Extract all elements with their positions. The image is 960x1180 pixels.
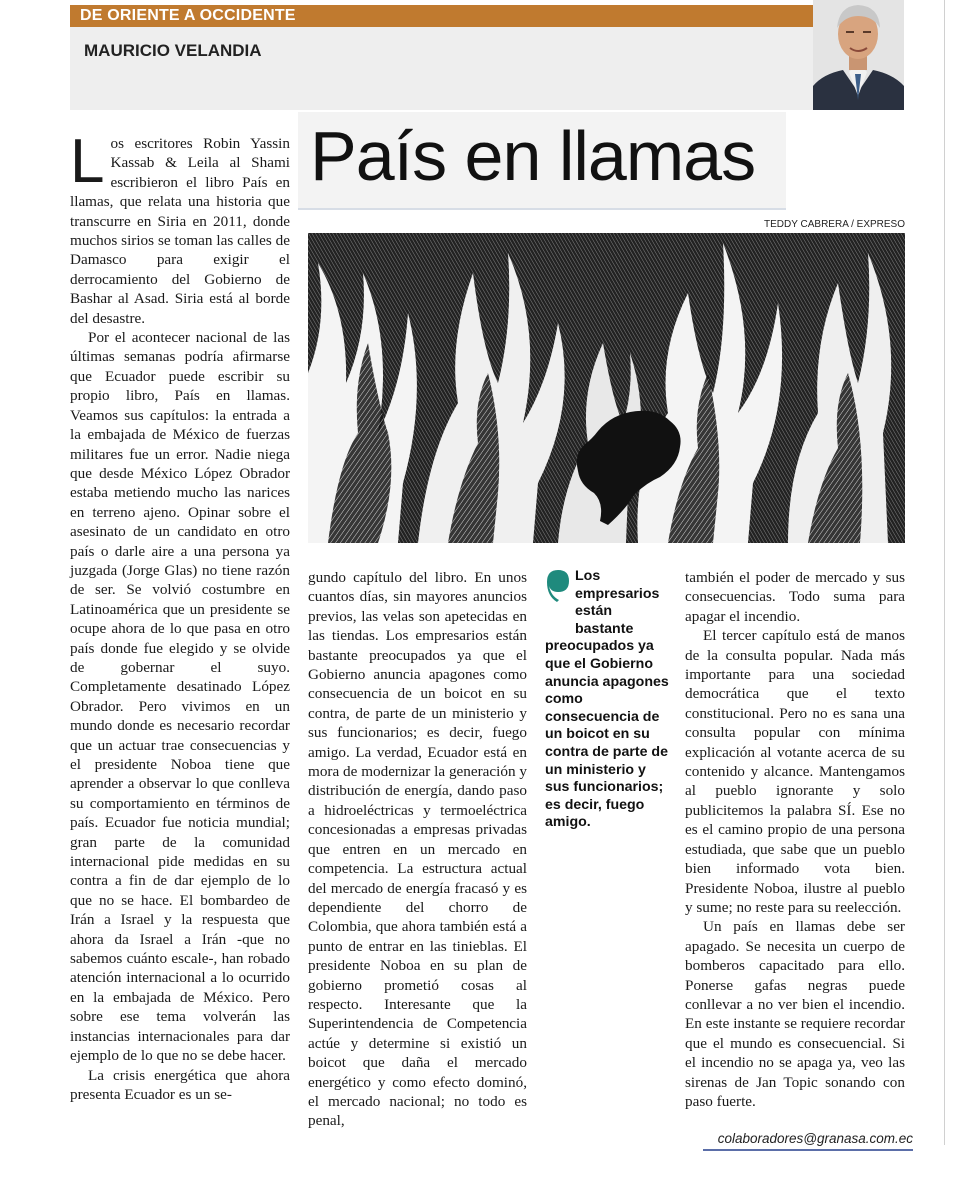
author-band	[70, 27, 904, 110]
section-title: DE ORIENTE A OCCIDENTE	[80, 7, 296, 24]
paragraph: El tercer capítulo está de manos de la consulta popular. Nada más importante para una sociedad democrática que el texto constitucional. Pero no es sana una consulta popular con mínima explicación al votante acerca de su contenido y alcance. Mantengamos al pueblo ignorante y solo publicitemos la palabra SÍ. Ese no es el camino propio de una persona estudiada, que sabe que un pueblo bien informado vota bien. Presidente Noboa, ilustre al pueblo y sume; no reste para su reelección.	[685, 627, 905, 916]
page-edge-rule	[944, 0, 945, 1145]
article-column-2	[308, 568, 527, 1131]
pull-quote	[545, 568, 670, 832]
paragraph: gundo capítulo del libro. En unos cuantos días, sin mayores anuncios previos, las velas son apetecidas en las tiendas. Los empresarios están bastante preocupados ya que el Gobierno anuncia apagones como consecuencia de un boicot en su contra, de parte de un ministerio y sus funcionarios; es decir, fuego amigo. La verdad, Ecuador está en mora de modernizar la generación y distribución de energía, dando paso a hidroeléctricas y termoeléctrica concesionadas a empresas privadas que entren en un mercado en competencia. La estructura actual del mercado de energía fracasó y es dependiente del chorro de Colombia, que ahora también está a punto de entrar en las tinieblas. El presidente Noboa en su plan de gobierno prometió cosas al respecto. Interesante que la Superintendencia de Competencia actúe y determine si existió un boicot que daña el mercado energético y como efecto dominó, el mercado nacional; no todo es penal,	[308, 569, 527, 1130]
drop-cap: L	[70, 127, 105, 196]
article-column-4	[685, 568, 905, 1111]
paragraph: también el poder de mercado y sus consecuencias. Todo suma para apagar el incendio.	[685, 569, 905, 625]
paragraph: Un país en llamas debe ser apagado. Se necesita un cuerpo de bomberos capacitado para ello. Ponerse gafas negras puede conllevar a no ver bien el incendio. En este instante se requiere recordar que el mundo es consecuencial. Si el incendio no se apaga ya, veo las sirenas de Jan Topic sonando con paso fuerte.	[685, 918, 905, 1110]
pull-quote-text: preocupados ya que el Gobierno anuncia apagones como consecuencia de un boicot en su contra de parte de un ministerio y sus funcionarios; es decir, fuego amigo.	[545, 638, 669, 831]
headline: País en llamas	[310, 117, 756, 195]
headline-box	[298, 112, 786, 210]
paragraph-intro-text: os escritores Robin Yassin Kassab & Leila al Shami escribieron el libro País en llamas, que relata una historia que transcurre en Siria en 2011, donde muchos sirios se toman las calles de Damasco para exigir el derrocamiento del Gobierno de Bashar al Asad. Siria está al borde del desastre.	[70, 135, 290, 327]
author-photo	[813, 0, 904, 110]
article-column-1	[70, 127, 290, 1104]
paragraph: Por el acontecer nacional de las últimas semanas podría afirmarse que Ecuador puede escribir su propio libro, País en llamas. Veamos sus capítulos: la entrada a la embajada de México de fuerzas militares fue un error. Nadie niega que desde México López Obrador estaba metiendo mucho las narices en terreno ajeno. Opinar sobre el asesinato de un candidato en otro país o darle aire a una persona ya juzgada (Jorge Glas) no tiene razón de ser. Se volvió costumbre en Latinoamérica que un presidente se ocupe ahora de lo que pasa en otro país donde fue elegido y se olvide de gobernar el suyo. Completamente desatinado López Obrador. Pero vivimos en un mundo donde es necesario recordar que un actuar trae consecuencias y el presidente Noboa tiene que aprender a observar lo que conlleva su comportamiento en términos de país. Ecuador fue noticia mundial; gran parte de la comunidad internacional pide medidas en su contra a fin de dar ejemplo de lo que no se hace. El bombardeo de Irán a Israel y la respuesta que ahora da Israel a Irán -que no sabemos cuánto escale-, han robado atención internacional a lo ocurrido en la embajada de México. Pero sobre ese tema volverán las instancias internacionales para dar ejemplo de lo que no se debe hacer.	[70, 329, 290, 1065]
contact-email[interactable]: colaboradores@granasa.com.ec	[703, 1131, 913, 1151]
author-name: MAURICIO VELANDIA	[84, 41, 262, 60]
paragraph-intro	[70, 127, 290, 328]
pull-quote-lead: Los empresarios están bastante	[575, 568, 660, 637]
flames-illustration	[308, 233, 905, 543]
section-header-bar	[70, 5, 904, 27]
image-credit: TEDDY CABRERA / EXPRESO	[764, 219, 905, 230]
quote-mark-icon	[545, 568, 571, 602]
paragraph: La crisis energética que ahora presenta Ecuador es un se-	[70, 1066, 290, 1103]
